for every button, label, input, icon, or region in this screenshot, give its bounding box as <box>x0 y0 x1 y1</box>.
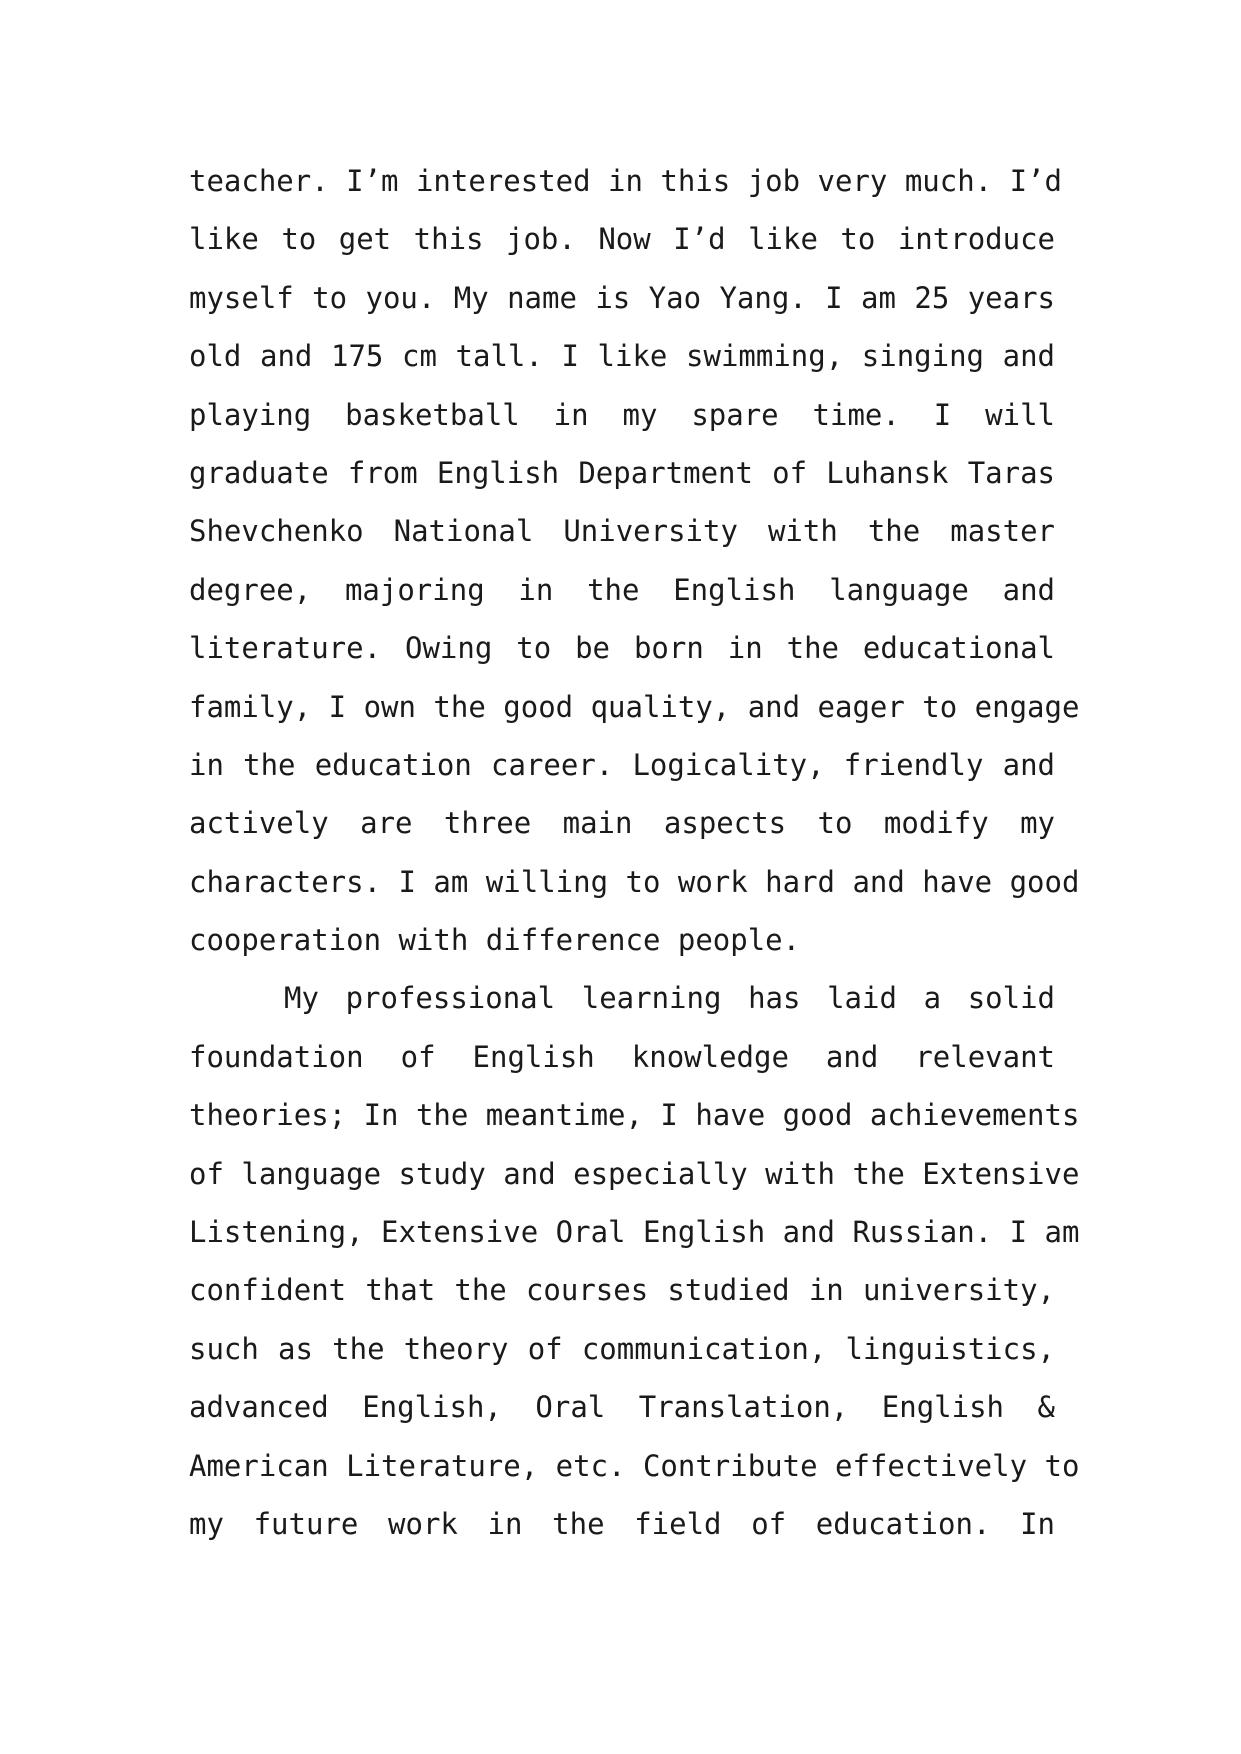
text-line: characters. I am willing to work hard and have good <box>189 864 1080 899</box>
text-line: American Literature, etc. Contribute effectively to <box>189 1448 1080 1483</box>
text-line: literature. Owing to be born in the educational <box>189 631 1055 666</box>
text-line: confident that the courses studied in university, <box>189 1273 1055 1308</box>
text-line: teacher. I’m interested in this job very much. I’d <box>189 164 1062 198</box>
text-line: old and 175 cm tall. I like swimming, singing and <box>189 339 1055 374</box>
text-line: my future work in the field of education. In <box>189 1506 1055 1541</box>
paragraph-2 <box>189 978 1080 1562</box>
text-line: cooperation with difference people. <box>189 923 801 958</box>
text-line: theories; In the meantime, I have good achievements <box>189 1098 1080 1133</box>
text-line: My professional learning has laid a solid <box>284 981 1055 1016</box>
text-line: myself to you. My name is Yao Yang. I am 25 years <box>189 280 1055 315</box>
text-line: of language study and especially with the Extensive <box>189 1156 1080 1191</box>
text-line: in the education career. Logicality, friendly and <box>189 747 1055 782</box>
body-text <box>189 161 1080 1562</box>
text-line: Listening, Extensive Oral English and Russian. I am <box>189 1215 1080 1250</box>
text-line: family, I own the good quality, and eager to engage <box>189 689 1080 724</box>
paragraph-1 <box>189 161 1080 978</box>
text-line: foundation of English knowledge and relevant <box>189 1039 1055 1074</box>
text-line: actively are three main aspects to modify my <box>189 806 1055 841</box>
text-line: graduate from English Department of Luhansk Taras <box>189 455 1055 490</box>
text-line: playing basketball in my spare time. I will <box>189 397 1055 432</box>
text-line: degree, majoring in the English language and <box>189 572 1055 607</box>
text-line: like to get this job. Now I’d like to introduce <box>189 222 1055 257</box>
text-line: such as the theory of communication, linguistics, <box>189 1331 1055 1366</box>
text-line: advanced English, Oral Translation, English & <box>189 1390 1055 1425</box>
text-line: Shevchenko National University with the master <box>189 514 1055 549</box>
